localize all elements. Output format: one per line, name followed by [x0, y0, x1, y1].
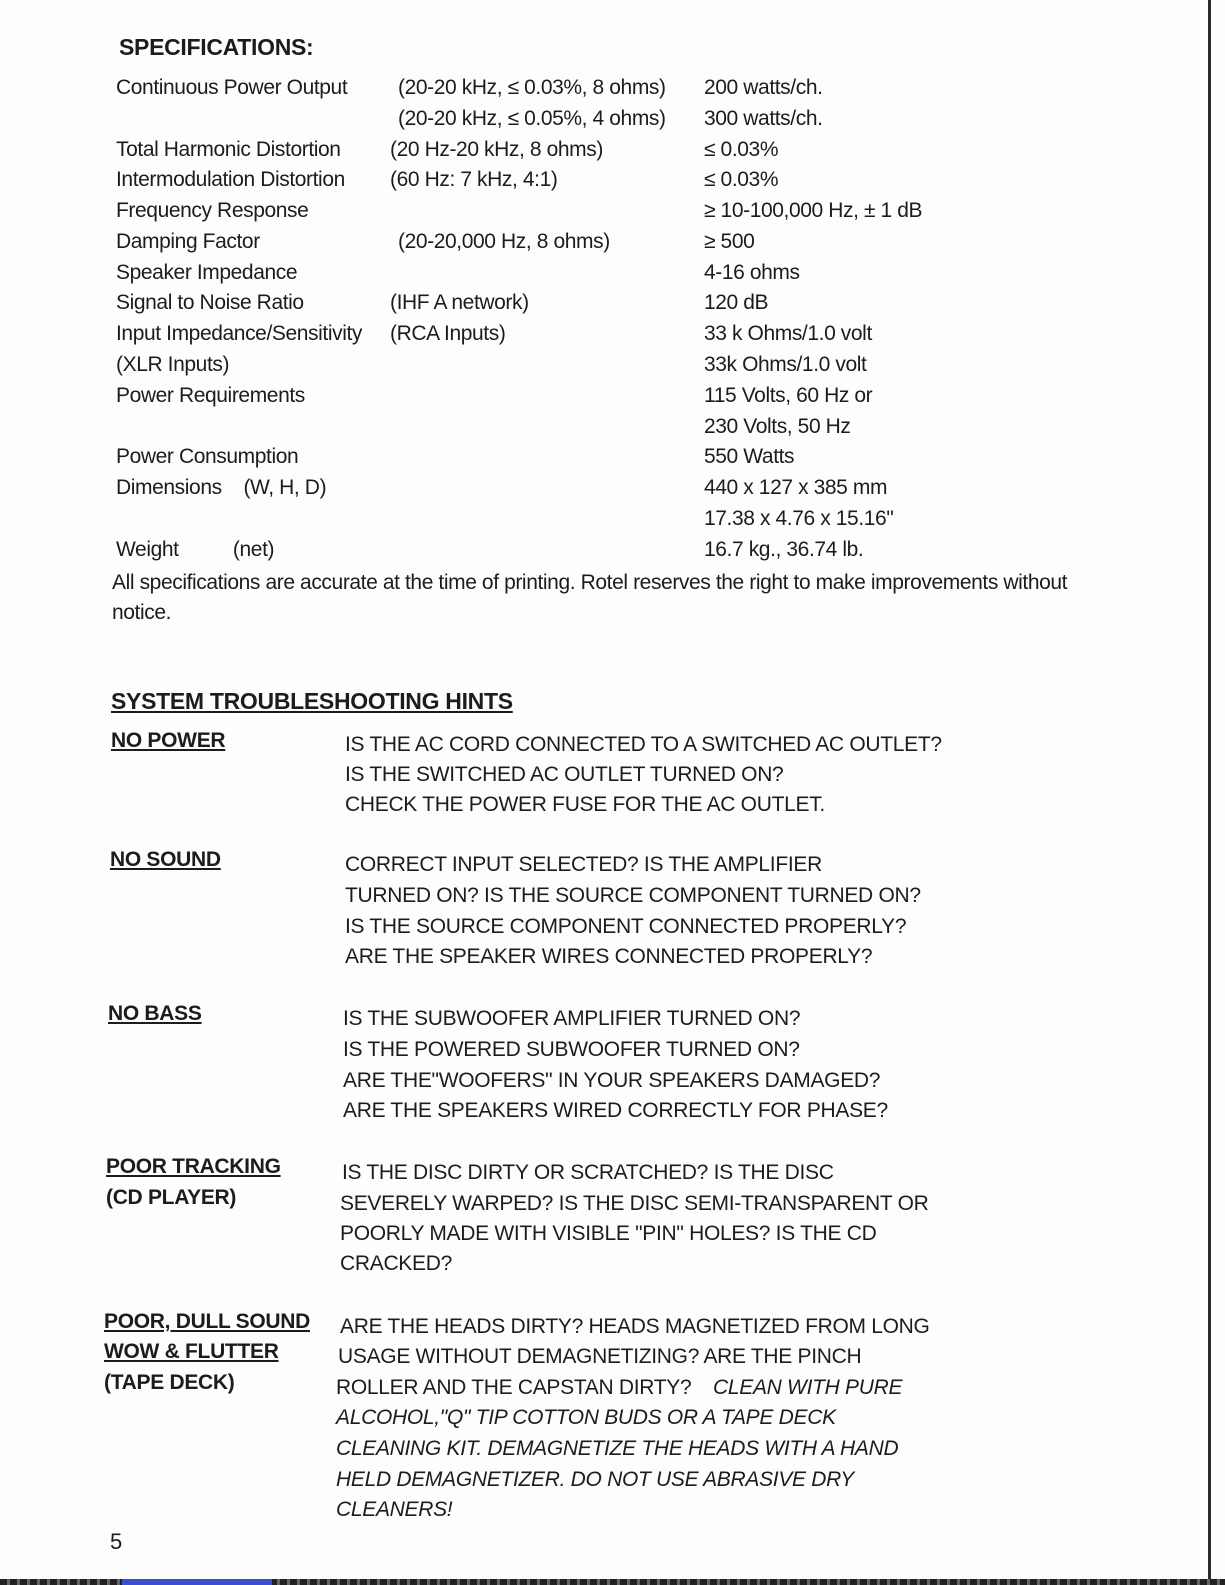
- hint-line-italic: CLEANERS!: [336, 1498, 453, 1521]
- scan-edge-accent: [122, 1579, 272, 1585]
- spec-row: [0, 138, 1225, 168]
- hint-line-italic: HELD DEMAGNETIZER. DO NOT USE ABRASIVE DRY: [336, 1468, 854, 1491]
- spec-condition: (20-20,000 Hz, 8 ohms): [398, 230, 610, 253]
- hint-line: IS THE SWITCHED AC OUTLET TURNED ON?: [345, 763, 784, 786]
- spec-value: ≥ 500: [704, 230, 755, 253]
- hint-label-tape-deck: (TAPE DECK): [104, 1371, 235, 1394]
- spec-value: 33k Ohms/1.0 volt: [704, 353, 867, 376]
- spec-name: Input Impedance/Sensitivity: [116, 322, 363, 345]
- hint-label-cd-player: (CD PLAYER): [106, 1186, 237, 1209]
- spec-row: [0, 415, 1225, 445]
- spec-row: [0, 291, 1225, 321]
- spec-name: Dimensions (W, H, D): [116, 476, 327, 499]
- hint-line: CORRECT INPUT SELECTED? IS THE AMPLIFIER: [345, 853, 822, 876]
- specifications-note: All specifications are accurate at the time of printing. Rotel reserves the right to make improvements without notice.: [112, 571, 1068, 624]
- hint-label-no-sound: NO SOUND: [110, 848, 221, 871]
- troubleshooting-title: SYSTEM TROUBLESHOOTING HINTS: [111, 688, 513, 714]
- spec-value: 300 watts/ch.: [704, 107, 823, 130]
- spec-value: ≤ 0.03%: [704, 168, 779, 191]
- spec-value: ≤ 0.03%: [704, 138, 779, 161]
- spec-name: Power Requirements: [116, 384, 305, 407]
- spec-condition: (20-20 kHz, ≤ 0.05%, 4 ohms): [398, 107, 666, 130]
- spec-name: Weight (net): [116, 538, 275, 561]
- spec-row: [0, 261, 1225, 291]
- hint-line: IS THE AC CORD CONNECTED TO A SWITCHED AC OUTLET?: [345, 733, 942, 756]
- spec-condition: (RCA Inputs): [390, 322, 506, 345]
- spec-row: [0, 76, 1225, 106]
- spec-value: 200 watts/ch.: [704, 76, 823, 99]
- hint-line: POORLY MADE WITH VISIBLE "PIN" HOLES? IS THE CD: [340, 1222, 877, 1245]
- spec-condition: (60 Hz: 7 kHz, 4:1): [390, 168, 558, 191]
- spec-value: 16.7 kg., 36.74 lb.: [704, 538, 864, 561]
- spec-name: Continuous Power Output: [116, 76, 348, 99]
- spec-value: 550 Watts: [704, 445, 795, 468]
- specifications-title: SPECIFICATIONS:: [119, 34, 314, 60]
- spec-row: [0, 322, 1225, 352]
- hint-line-italic: CLEANING KIT. DEMAGNETIZE THE HEADS WITH A HAND: [336, 1437, 899, 1460]
- spec-row: [0, 445, 1225, 475]
- hint-line-italic: ALCOHOL,"Q" TIP COTTON BUDS OR A TAPE DECK: [336, 1406, 836, 1429]
- spec-condition: (IHF A network): [390, 291, 529, 314]
- spec-name: Frequency Response: [116, 199, 309, 222]
- spec-row: [0, 507, 1225, 537]
- hint-line: ROLLER AND THE CAPSTAN DIRTY?: [336, 1376, 692, 1399]
- hint-line-italic: CLEAN WITH PURE: [713, 1376, 903, 1399]
- hint-line: ARE THE HEADS DIRTY? HEADS MAGNETIZED FROM LONG: [340, 1315, 930, 1338]
- spec-row: [0, 168, 1225, 198]
- spec-name: (XLR Inputs): [116, 353, 230, 376]
- hint-line: CRACKED?: [340, 1252, 452, 1275]
- spec-value: 4-16 ohms: [704, 261, 800, 284]
- spec-row: [0, 384, 1225, 414]
- spec-row: [0, 353, 1225, 383]
- spec-value: 33 k Ohms/1.0 volt: [704, 322, 872, 345]
- spec-row: [0, 199, 1225, 229]
- hint-line: IS THE SOURCE COMPONENT CONNECTED PROPERLY?: [345, 915, 907, 938]
- spec-row: [0, 107, 1225, 137]
- hint-label-wow-flutter: WOW & FLUTTER: [104, 1340, 279, 1363]
- spec-name: Total Harmonic Distortion: [116, 138, 341, 161]
- spec-condition: (20 Hz-20 kHz, 8 ohms): [390, 138, 603, 161]
- hint-line: IS THE SUBWOOFER AMPLIFIER TURNED ON?: [343, 1007, 801, 1030]
- hint-label-poor-tracking: POOR TRACKING: [106, 1155, 281, 1178]
- page-number: 5: [110, 1529, 123, 1554]
- hint-line: IS THE POWERED SUBWOOFER TURNED ON?: [343, 1038, 800, 1061]
- spec-value: 115 Volts, 60 Hz or: [704, 384, 873, 407]
- spec-name: Power Consumption: [116, 445, 299, 468]
- spec-value: 230 Volts, 50 Hz: [704, 415, 851, 438]
- hint-label-no-power: NO POWER: [111, 729, 226, 752]
- hint-label-no-bass: NO BASS: [108, 1002, 202, 1025]
- hint-label-poor-dull-sound: POOR, DULL SOUND: [104, 1310, 310, 1333]
- hint-line: IS THE DISC DIRTY OR SCRATCHED? IS THE DISC: [342, 1161, 834, 1184]
- spec-row: [0, 538, 1225, 568]
- spec-condition: (20-20 kHz, ≤ 0.03%, 8 ohms): [398, 76, 666, 99]
- hint-line: ARE THE SPEAKER WIRES CONNECTED PROPERLY?: [345, 945, 873, 968]
- spec-name: Intermodulation Distortion: [116, 168, 345, 191]
- spec-name: Signal to Noise Ratio: [116, 291, 304, 314]
- hint-line: ARE THE"WOOFERS" IN YOUR SPEAKERS DAMAGED?: [343, 1069, 881, 1092]
- spec-value: ≥ 10-100,000 Hz, ± 1 dB: [704, 199, 923, 222]
- spec-row: [0, 230, 1225, 260]
- hint-line: CHECK THE POWER FUSE FOR THE AC OUTLET.: [345, 793, 825, 816]
- hint-line: USAGE WITHOUT DEMAGNETIZING? ARE THE PINCH: [338, 1345, 862, 1368]
- spec-row: [0, 476, 1225, 506]
- hint-line: SEVERELY WARPED? IS THE DISC SEMI-TRANSPARENT OR: [340, 1192, 929, 1215]
- hint-line: ARE THE SPEAKERS WIRED CORRECTLY FOR PHASE?: [343, 1099, 888, 1122]
- spec-name: Speaker Impedance: [116, 261, 298, 284]
- spec-name: Damping Factor: [116, 230, 260, 253]
- spec-value: 120 dB: [704, 291, 769, 314]
- spec-value: 440 x 127 x 385 mm: [704, 476, 888, 499]
- spec-value: 17.38 x 4.76 x 15.16": [704, 507, 894, 530]
- hint-line: TURNED ON? IS THE SOURCE COMPONENT TURNED ON?: [345, 884, 921, 907]
